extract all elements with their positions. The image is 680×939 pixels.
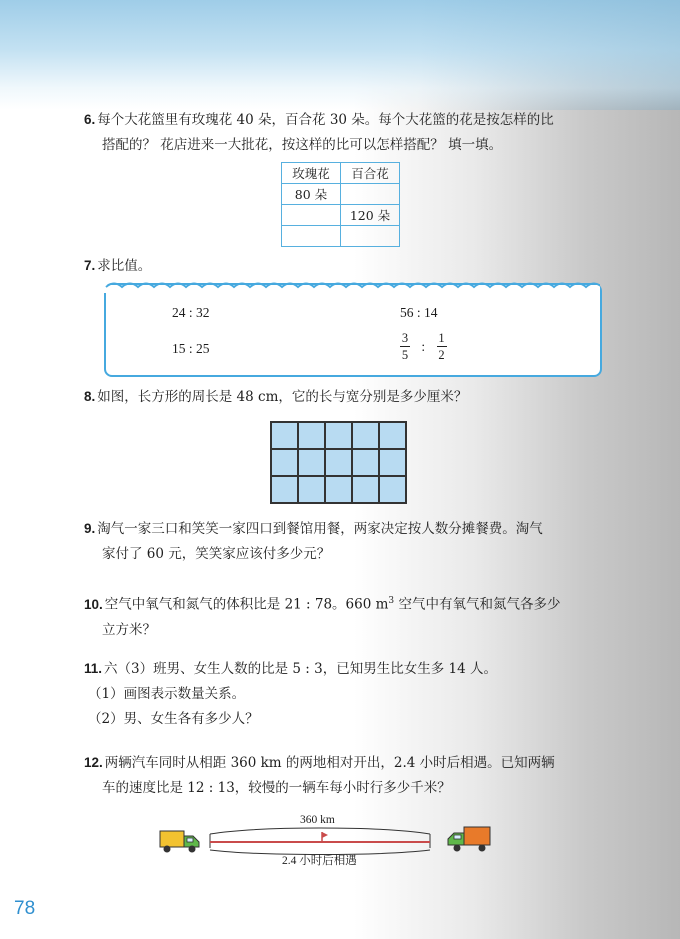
fraction-b (437, 331, 447, 362)
truck-icon (446, 824, 492, 856)
question-text-line1: 两辆汽车同时从相距 360 km 的两地相对开出，2.4 小时后相遇。已知两辆 (104, 755, 555, 771)
question-text: 如图，长方形的周长是 48 cm，它的长与宽分别是多少厘米？ (97, 389, 468, 405)
question-text-line2: 立方米？ (102, 621, 156, 638)
question-number: 7. (84, 258, 96, 273)
meeting-time-label: 2.4 小时后相遇 (282, 855, 357, 867)
table-cell-blank[interactable] (341, 184, 400, 205)
distance-label: 360 km (300, 814, 335, 826)
fraction-denominator: 2 (438, 348, 445, 362)
table-row (282, 205, 400, 226)
question-number: 8. (84, 389, 96, 404)
table-row (282, 226, 400, 247)
question-12 (84, 750, 614, 801)
question-text: 求比值。 (97, 258, 152, 274)
table-cell: 80 朵 (282, 184, 341, 205)
question-7 (84, 253, 614, 279)
question-number: 10. (84, 596, 103, 612)
sub-question-2: （2）男、女生各有多少人？ (88, 711, 259, 727)
wavy-border-decoration (104, 279, 600, 293)
question-8 (84, 384, 614, 410)
table-header-row (282, 163, 400, 184)
question-text-line1: 淘气一家三口和笑笑一家四口到餐馆用餐，两家决定按人数分摊餐费。淘气 (97, 521, 543, 537)
question-text-line2: 家付了 60 元，笑笑家应该付多少元？ (102, 546, 331, 562)
question-text-line2: 搭配的？ 花店进来一大批花，按这样的比可以怎样搭配？ 填一填。 (102, 137, 503, 153)
table-cell-blank[interactable] (341, 226, 400, 247)
ratio-item-1: 24 : 32 (172, 305, 210, 320)
question-11 (84, 656, 614, 732)
question-number: 12. (84, 755, 103, 770)
fraction-denominator: 5 (401, 348, 409, 362)
page-number: 78 (14, 898, 36, 919)
table-cell-blank[interactable] (282, 226, 341, 247)
table-row (282, 184, 400, 205)
question-text: 六（3）班男、女生人数的比是 5 : 3，已知男生比女生多 14 人。 (104, 661, 497, 677)
question-number: 9. (84, 521, 96, 536)
question-10 (84, 589, 614, 643)
question-text-line2: 车的速度比是 12 : 13，较慢的一辆车每小时行多少千米？ (102, 780, 451, 796)
question-9 (84, 516, 614, 567)
superscript: 3 (388, 596, 395, 606)
ratio-item-2: 56 : 14 (400, 305, 438, 320)
question-6 (84, 107, 614, 158)
sub-question-1: （1）画图表示数量关系。 (88, 686, 246, 702)
fraction-numerator: 1 (438, 331, 445, 345)
ratio-item-3: 15 : 25 (172, 341, 210, 356)
flower-ratio-table (281, 162, 400, 247)
question-text-line1: 每个大花篮里有玫瑰花 40 朵，百合花 30 朵。每个大花篮的花是按怎样的比 (97, 112, 554, 128)
ratio-exercise-box (104, 283, 602, 377)
table-cell-blank[interactable] (282, 205, 341, 226)
ratio-item-4-fraction (400, 331, 447, 362)
question-text-line1-b: 空气中有氧气和氮气各多少 (394, 596, 561, 613)
fraction-numerator: 3 (401, 331, 409, 345)
fraction-a (400, 331, 410, 362)
question-number: 11. (84, 661, 103, 676)
table-header-cell: 玫瑰花 (282, 163, 341, 184)
table-header-cell: 百合花 (341, 163, 400, 184)
question-number: 6. (84, 112, 96, 127)
ratio-separator: : (421, 338, 426, 354)
rectangle-grid-figure (270, 421, 407, 504)
page-header-band (0, 0, 680, 110)
table-cell: 120 朵 (341, 205, 400, 226)
truck-icon (158, 827, 202, 857)
question-text-line1-a: 空气中氧气和氮气的体积比是 21 : 78。660 m (104, 596, 389, 613)
